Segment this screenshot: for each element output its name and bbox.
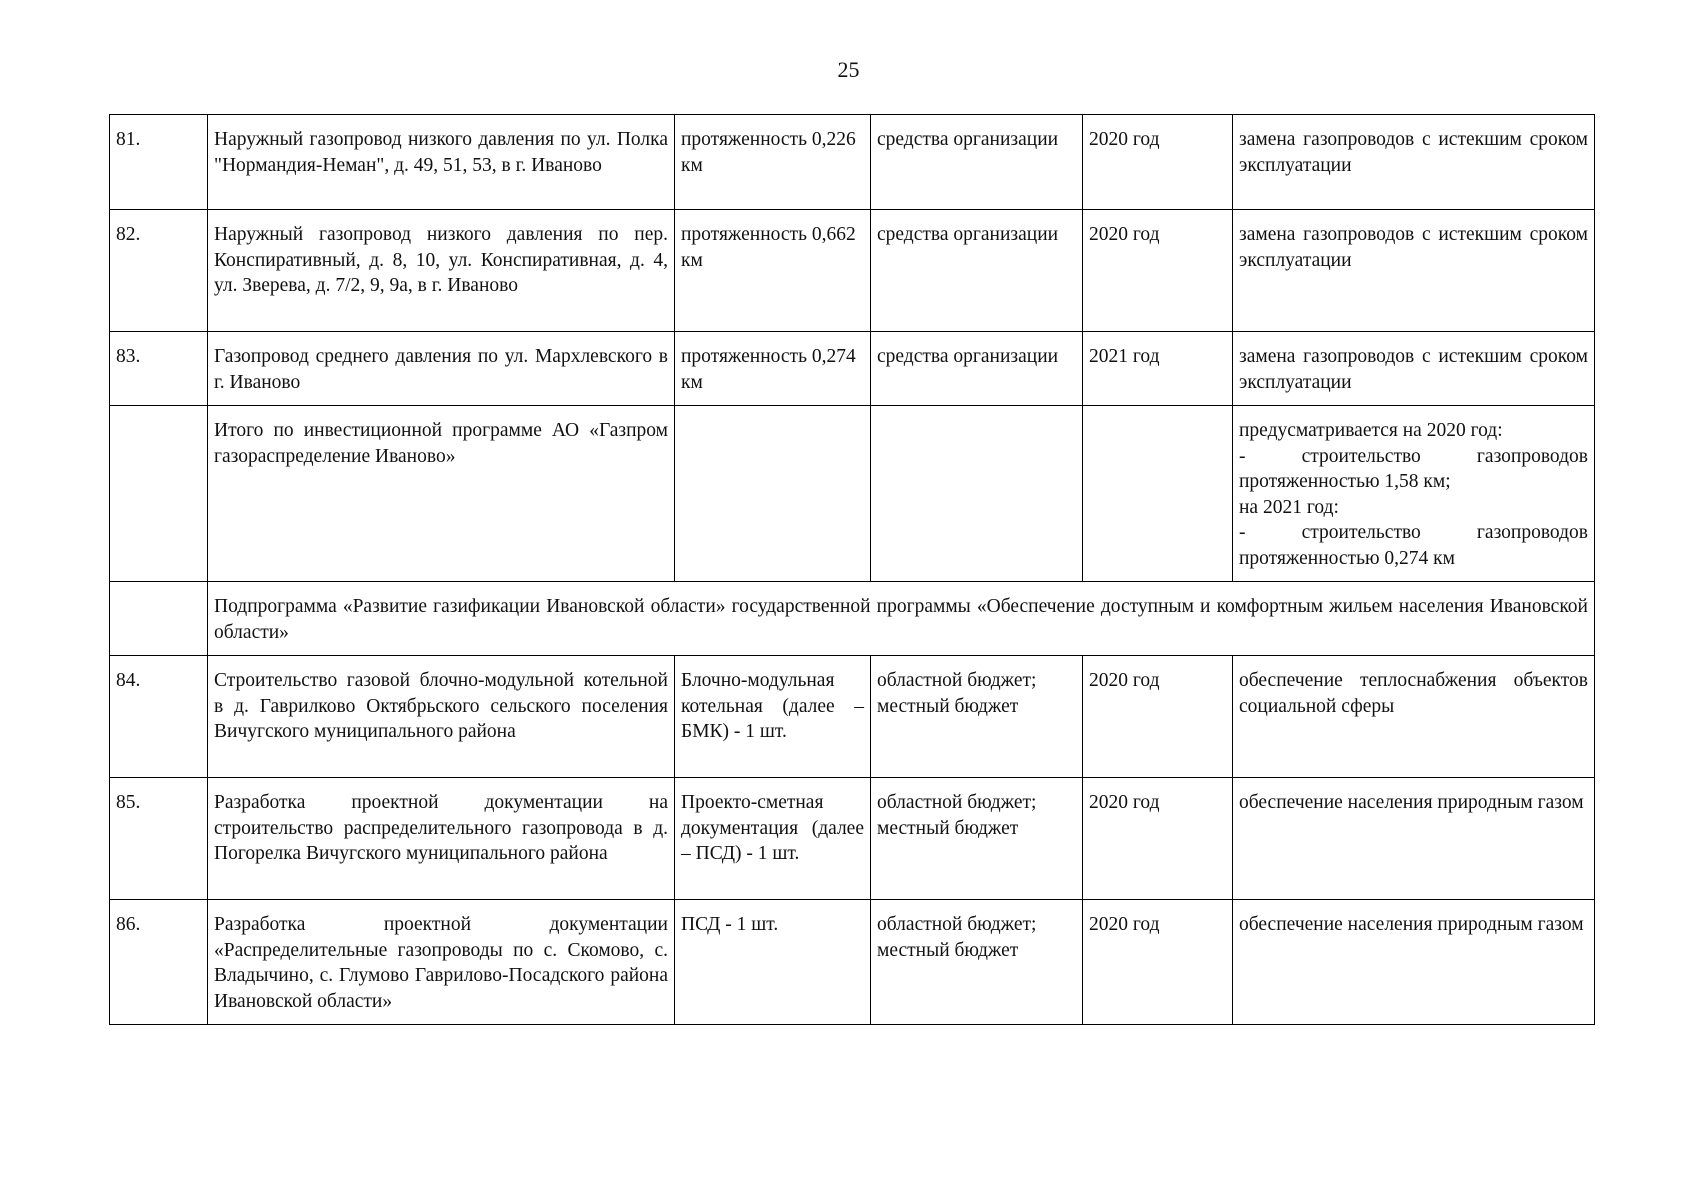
funding-source: областной бюджет; местный бюджет	[871, 778, 1083, 900]
table-row	[110, 656, 1595, 778]
object-name: Строительство газовой блочно-модульной котельной в д. Гаврилково Октябрьского сельского поселения Вичугского муниципального района	[208, 656, 675, 778]
implementation-year: 2020 год	[1083, 778, 1233, 900]
row-number: 82.	[110, 210, 208, 332]
object-name: Наружный газопровод низкого давления по пер. Конспиративный, д. 8, 10, ул. Конспиративная, д. 4, ул. Зверева, д. 7/2, 9, 9а, в г. Иваново	[208, 210, 675, 332]
object-name: Разработка проектной документации «Распределительные газопроводы по с. Скомово, с. Владычино, с. Глумово Гаврилово-Посадского района Ивановской области»	[208, 900, 675, 1025]
object-name: Наружный газопровод низкого давления по ул. Полка "Нормандия-Неман", д. 49, 51, 53, в г. Иваново	[208, 115, 675, 210]
funding-source: средства организации	[871, 115, 1083, 210]
object-size: протяженность 0,226 км	[675, 115, 871, 210]
subprogram-row	[110, 582, 1595, 656]
object-goal: обеспечение населения природным газом	[1233, 900, 1595, 1025]
row-number: 85.	[110, 778, 208, 900]
object-size: Проекто-сметная документация (далее – ПСД) - 1 шт.	[675, 778, 871, 900]
object-size: ПСД - 1 шт.	[675, 900, 871, 1025]
object-size: протяженность 0,274 км	[675, 332, 871, 406]
total-goal-line: - строительство газопроводов	[1239, 522, 1588, 543]
total-goal-line: предусматривается на 2020 год:	[1239, 420, 1503, 441]
row-number: 86.	[110, 900, 208, 1025]
object-goal: обеспечение населения природным газом	[1233, 778, 1595, 900]
table-row	[110, 778, 1595, 900]
implementation-year: 2020 год	[1083, 656, 1233, 778]
table-row	[110, 115, 1595, 210]
total-goal	[1233, 406, 1595, 582]
funding-source: средства организации	[871, 332, 1083, 406]
table-row	[110, 332, 1595, 406]
object-goal: замена газопроводов с истекшим сроком эксплуатации	[1233, 115, 1595, 210]
total-goal-line: протяженностью 0,274 км	[1239, 547, 1455, 569]
total-goal-line: - строительство газопроводов	[1239, 445, 1588, 467]
object-goal: обеспечение теплоснабжения объектов социальной сферы	[1233, 656, 1595, 778]
implementation-year: 2020 год	[1083, 210, 1233, 332]
subprogram-title: Подпрограмма «Развитие газификации Ивановской области» государственной программы «Обеспечение доступным и комфортным жильем населения Ивановской области»	[208, 582, 1595, 656]
total-goal-line: на 2021 год:	[1239, 496, 1339, 518]
object-size	[675, 406, 871, 582]
table-row	[110, 210, 1595, 332]
funding-source: областной бюджет; местный бюджет	[871, 900, 1083, 1025]
object-size: протяженность 0,662 км	[675, 210, 871, 332]
total-goal-line: протяженностью 1,58 км;	[1239, 471, 1451, 492]
object-size: Блочно-модульная котельная (далее – БМК) - 1 шт.	[675, 656, 871, 778]
investment-program-table	[109, 114, 1595, 1025]
object-name: Разработка проектной документации на строительство распределительного газопровода в д. Погорелка Вичугского муниципального района	[208, 778, 675, 900]
row-number: 84.	[110, 656, 208, 778]
row-number	[110, 406, 208, 582]
total-title: Итого по инвестиционной программе АО «Газпром газораспределение Иваново»	[208, 406, 675, 582]
implementation-year: 2021 год	[1083, 332, 1233, 406]
funding-source: областной бюджет; местный бюджет	[871, 656, 1083, 778]
table-row	[110, 900, 1595, 1025]
object-goal: замена газопроводов с истекшим сроком эксплуатации	[1233, 210, 1595, 332]
implementation-year: 2020 год	[1083, 900, 1233, 1025]
object-goal: замена газопроводов с истекшим сроком эксплуатации	[1233, 332, 1595, 406]
row-number: 83.	[110, 332, 208, 406]
row-number: 81.	[110, 115, 208, 210]
page-number: 25	[837, 57, 860, 82]
implementation-year	[1083, 406, 1233, 582]
row-number	[110, 582, 208, 656]
funding-source: средства организации	[871, 210, 1083, 332]
total-row	[110, 406, 1595, 582]
object-name: Газопровод среднего давления по ул. Мархлевского в г. Иваново	[208, 332, 675, 406]
funding-source	[871, 406, 1083, 582]
implementation-year: 2020 год	[1083, 115, 1233, 210]
